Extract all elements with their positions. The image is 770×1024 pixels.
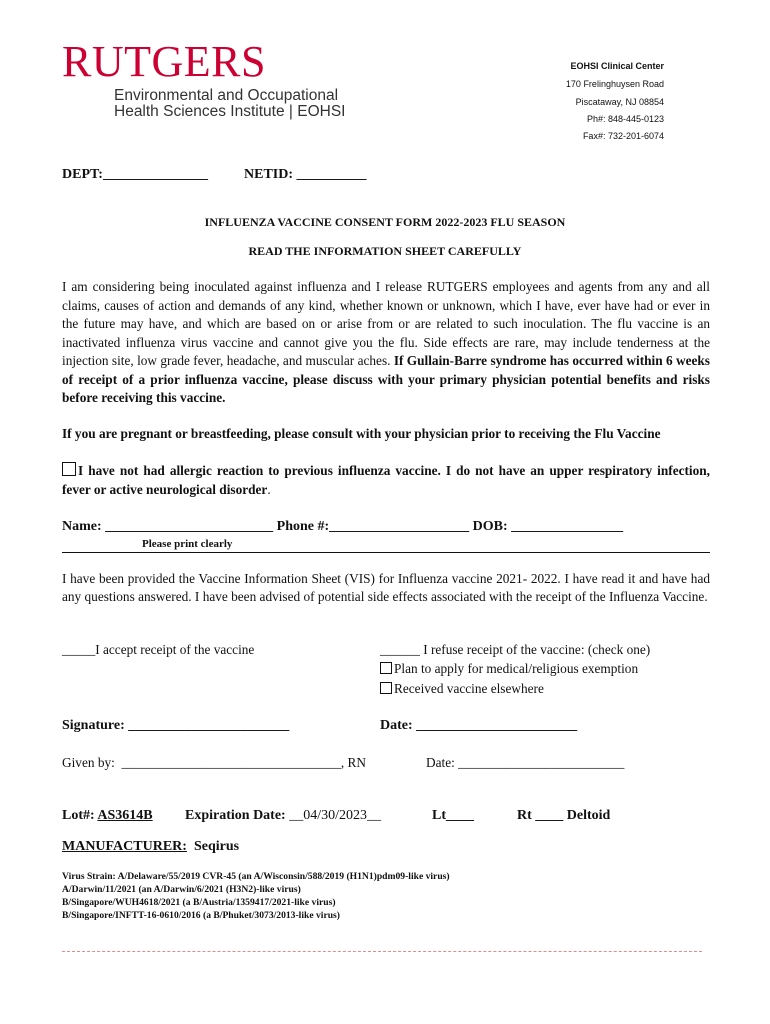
clinic-city: Piscataway, NJ 08854 <box>575 97 664 107</box>
given-date-line[interactable]: _________________________ <box>458 755 625 770</box>
exemption-checkbox[interactable] <box>380 662 392 674</box>
phone-field[interactable]: Phone #:____________________ <box>276 519 470 534</box>
netid-blank[interactable]: __________ <box>296 167 367 182</box>
signature-field[interactable]: Signature: _______________________ <box>62 718 290 733</box>
exemption-label: Plan to apply for medical/religious exemption <box>394 661 639 676</box>
dept-blank[interactable]: _______________ <box>102 167 208 182</box>
manufacturer-label: MANUFACTURER: <box>62 839 187 854</box>
clinic-name: EOHSI Clinical Center <box>570 61 664 71</box>
allergy-statement <box>62 462 710 499</box>
clinic-phone: Ph#: 848-445-0123 <box>586 114 664 124</box>
rn-label: , RN <box>340 755 366 770</box>
dept-field[interactable] <box>62 167 208 183</box>
consent-paragraph <box>62 278 710 408</box>
allergy-checkbox[interactable] <box>62 462 76 476</box>
lot-label: Lot#: <box>62 808 95 823</box>
manufacturer-row <box>62 839 239 855</box>
lot-value: AS3614B <box>97 808 153 823</box>
given-by-line[interactable]: _________________________________ <box>121 755 341 770</box>
rutgers-logo: RUTGERS <box>62 37 266 86</box>
footer-divider <box>62 951 702 952</box>
lot-row <box>62 808 153 824</box>
name-field[interactable]: Name: ________________________ <box>62 519 274 534</box>
form-subtitle: READ THE INFORMATION SHEET CAREFULLY <box>248 244 522 258</box>
dob-field[interactable]: DOB: ________________ <box>472 519 624 534</box>
given-date-row <box>426 755 624 771</box>
virus-strain-3: B/Singapore/WUH4618/2021 (a B/Austria/1359417/2021-like virus) <box>62 897 336 908</box>
dept-label: DEPT: <box>62 167 103 182</box>
expiration-label: Expiration Date: <box>185 808 286 823</box>
accept-vaccine-option[interactable]: _____I accept receipt of the vaccine <box>62 642 255 657</box>
vis-paragraph: I have been provided the Vaccine Information Sheet (VIS) for Influenza vaccine 2021- 2022. I have read it and have had any questions answered. I have been advised of potential side effects associated with the receipt of the Influenza Vaccine. <box>62 571 710 604</box>
gbs-warning: If Gullain-Barre syndrome has occurred within 6 weeks of receipt of a prior influenza vaccine, please discuss with your primary physician potential benefits and risks before receiving this vaccine. <box>62 353 710 405</box>
elsewhere-label: Received vaccine elsewhere <box>394 681 544 696</box>
clinic-street: 170 Frelinghuysen Road <box>565 79 664 89</box>
given-date-label: Date: <box>426 755 455 770</box>
expiration-value: __04/30/2023__ <box>289 808 381 823</box>
signature-date-field[interactable]: Date: _______________________ <box>380 718 578 733</box>
expiration-row <box>185 808 381 824</box>
print-clearly-note: Please print clearly <box>142 538 233 550</box>
consent-text: I am considering being inoculated against influenza and I release RUTGERS employees and agents from any and all claims, causes of action and demands of any kind, whether known or unknown, which I have, ever have had or ever in the future may have, and which are based on or arise from or are related to such inoculation. The flu vaccine is an inactivated influenza virus vaccine and cannot give you the flu. Side effects are rare, may include tenderness at the injection site, low grade fever, headache, and muscular aches. <box>62 279 710 368</box>
institute-line-2: Health Sciences Institute | EOHSI <box>114 103 346 120</box>
section-divider <box>62 552 710 553</box>
netid-label: NETID: <box>244 167 294 182</box>
left-deltoid-field[interactable]: Lt____ <box>432 808 474 823</box>
exemption-option[interactable] <box>380 661 638 677</box>
allergy-text: I have not had allergic reaction to previous influenza vaccine. I do not have an upper respiratory infection, fever or active neurological disorder <box>62 463 710 497</box>
pregnancy-note: If you are pregnant or breastfeeding, please consult with your physician prior to receiving the Flu Vaccine <box>62 426 661 441</box>
given-by-label: Given by: <box>62 755 115 770</box>
refuse-vaccine-option[interactable]: ______ I refuse receipt of the vaccine: (check one) <box>380 642 651 657</box>
netid-field[interactable] <box>244 167 367 183</box>
given-by-row <box>62 755 366 771</box>
clinic-fax: Fax#: 732-201-6074 <box>582 131 664 141</box>
virus-strain-1: Virus Strain: A/Delaware/55/2019 CVR-45 (an A/Wisconsin/588/2019 (H1N1)pdm09-like virus) <box>62 871 450 882</box>
allergy-period: . <box>267 481 271 497</box>
institute-line-1: Environmental and Occupational <box>114 87 339 104</box>
patient-info-row <box>62 519 623 535</box>
form-title: INFLUENZA VACCINE CONSENT FORM 2022-2023 FLU SEASON <box>204 215 566 229</box>
virus-strain-2: A/Darwin/11/2021 (an A/Darwin/6/2021 (H3N2)-like virus) <box>62 884 301 895</box>
elsewhere-checkbox[interactable] <box>380 682 392 694</box>
elsewhere-option[interactable] <box>380 681 544 697</box>
right-deltoid-field[interactable]: Rt ____ Deltoid <box>517 808 611 823</box>
manufacturer-value: Seqirus <box>193 839 240 854</box>
virus-strain-4: B/Singapore/INFTT-16-0610/2016 (a B/Phuket/3073/2013-like virus) <box>62 910 340 921</box>
